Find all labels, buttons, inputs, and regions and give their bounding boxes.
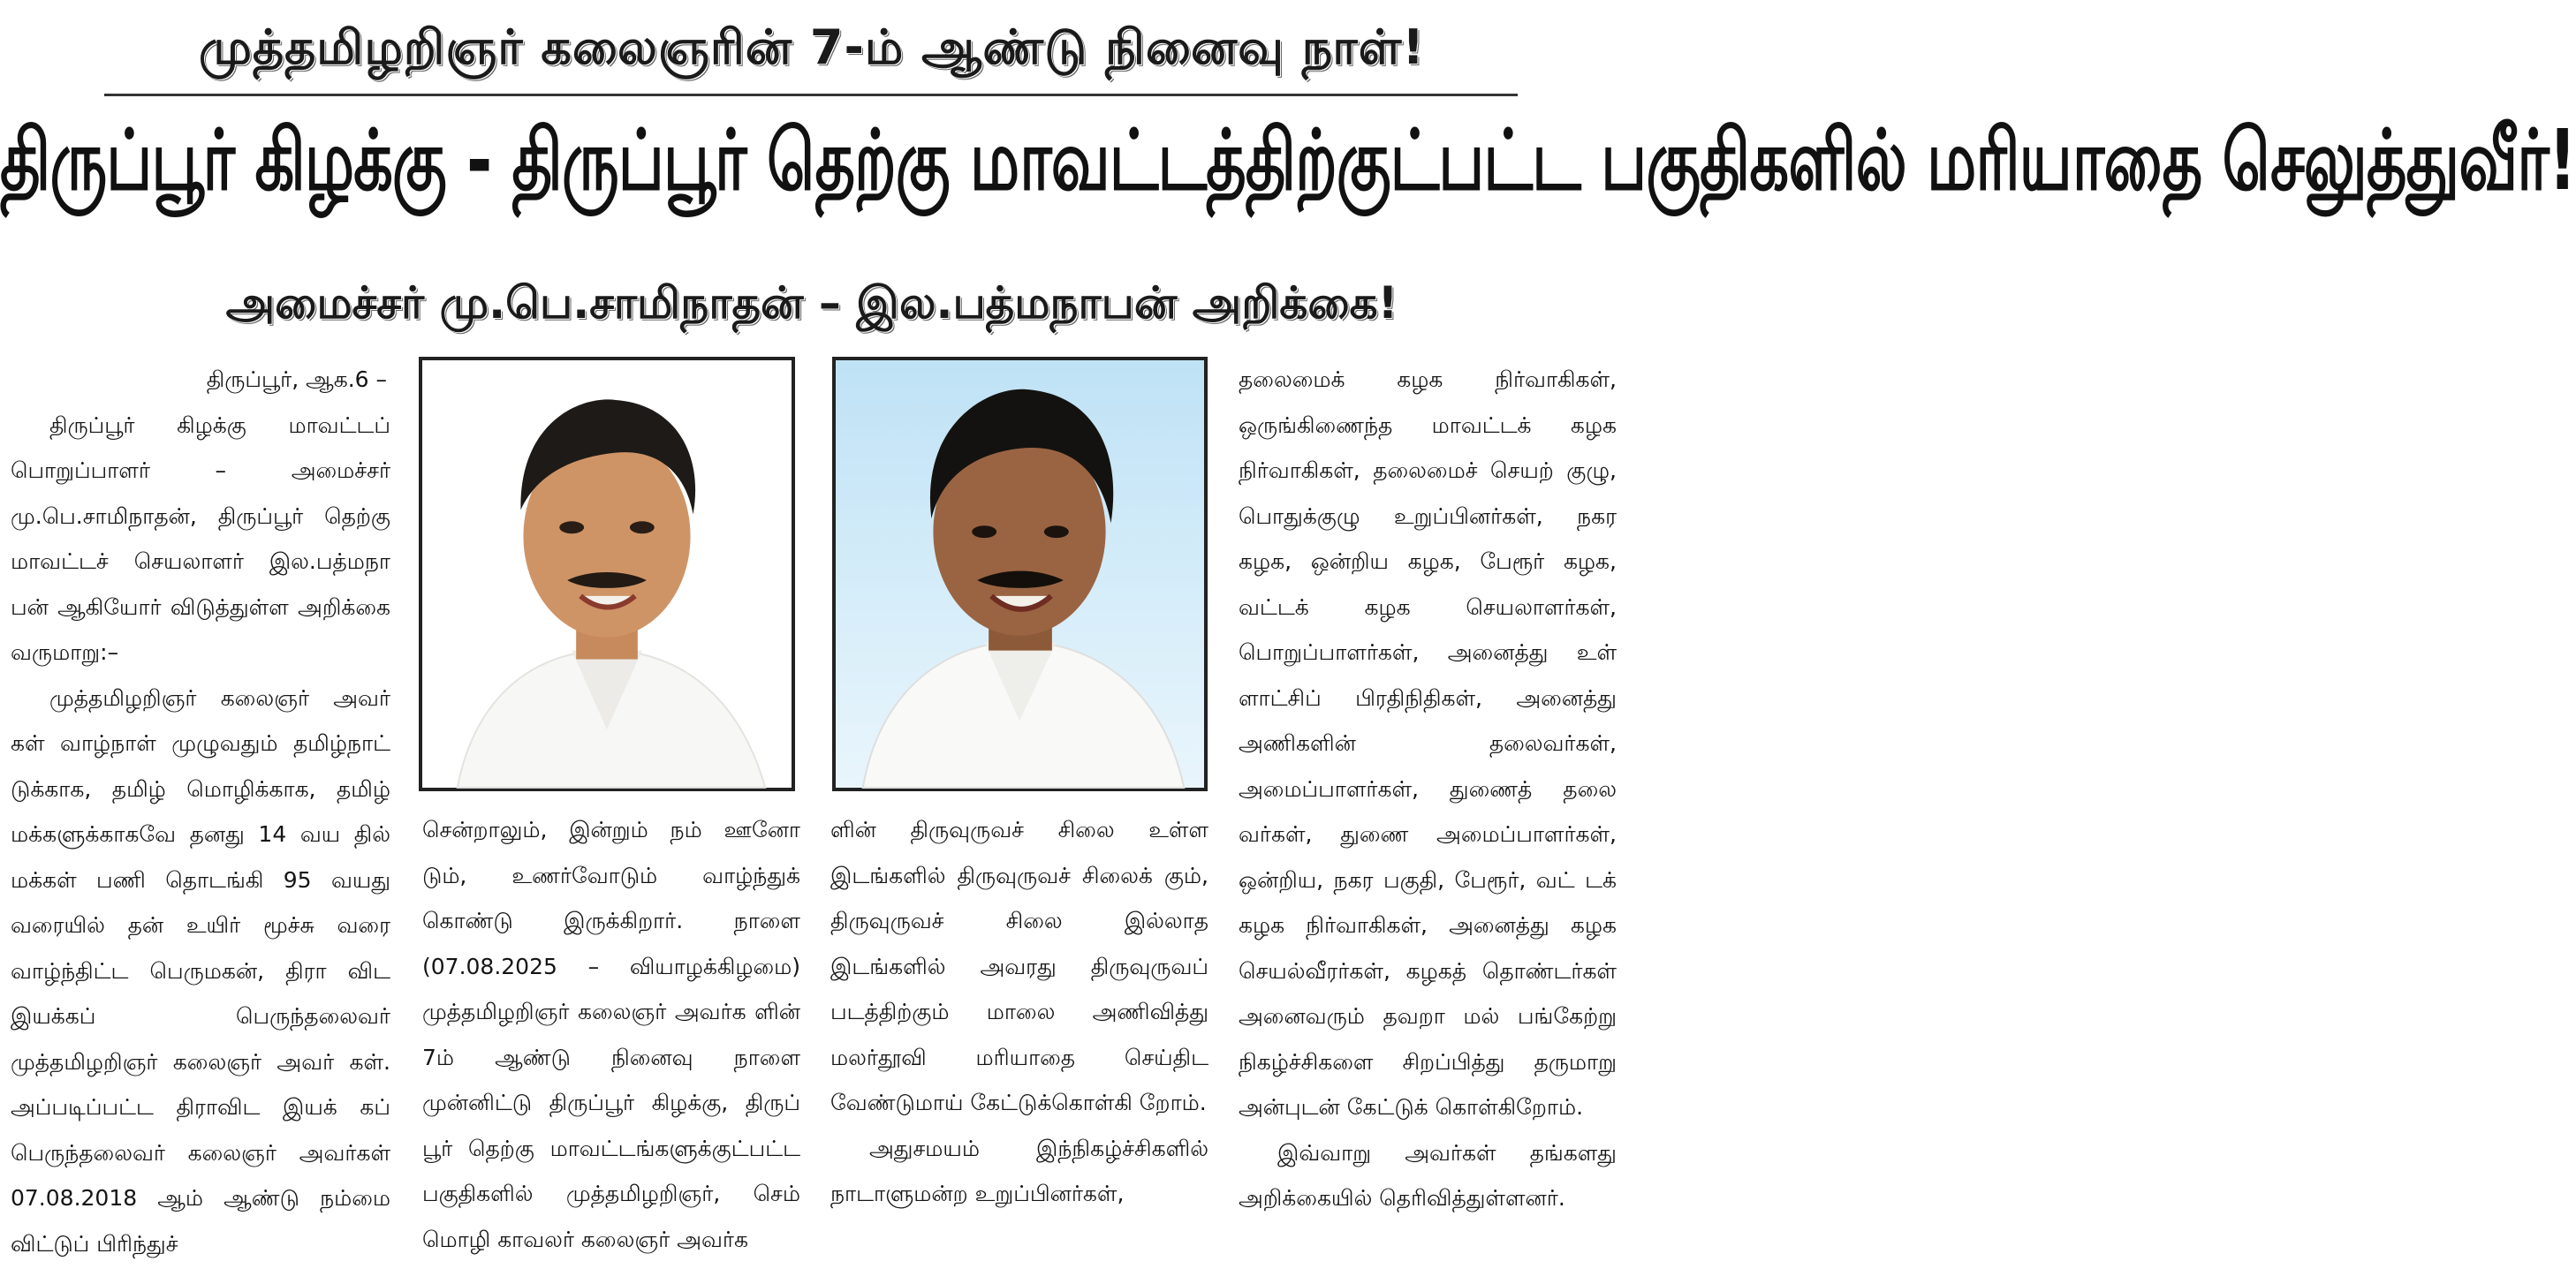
dateline: திருப்பூர், ஆக.6 – <box>206 366 387 392</box>
portrait-2-illustration <box>836 360 1204 788</box>
article-column-4 <box>1239 357 1617 1221</box>
article-kicker: முத்தமிழறிஞர் கலைஞரின் 7-ம் ஆண்டு நினைவு நாள்! <box>198 19 1425 75</box>
paragraph: அதுசமயம் இந்நிகழ்ச்சிகளில் நாடாளுமன்ற உறுப்பினர்கள், <box>830 1135 1208 1206</box>
paragraph: திருப்பூர் கிழக்கு மாவட்டப் பொறுப்பாளர் – அமைச்சர் மு.பெ.சாமிநாதன், திருப்பூர் தெற்கு மாவட்டச் செயலாளர் இல.பத்மநா பன் ஆகியோர் விடுத்துள்ள அறிக்கை வருமாறு:– <box>11 412 390 665</box>
paragraph: ளின் திருவுருவச் சிலை உள்ள இடங்களில் திருவுருவச் சிலைக் கும், திருவுருவச் சிலை இல்லாத இடங்களில் அவரது திருவுருவப் படத்திற்கும் மாலை அணிவித்து மலர்தூவி மரியாதை செய்திட வேண்டுமாய் கேட்டுக்கொள்கி றோம். <box>830 817 1208 1115</box>
article-column-2 <box>422 807 800 1262</box>
article-column-1 <box>11 357 390 1266</box>
paragraph: சென்றாலும், இன்றும் நம் ஊனோ டும், உணர்வோடும் வாழ்ந்துக் கொண்டு இருக்கிறார். நாளை (07.08.2025 – வியாழக்கிழமை) முத்தமிழறிஞர் கலைஞர் அவர்க ளின் 7ம் ஆண்டு நினைவு நாளை முன்னிட்டு திருப்பூர் கிழக்கு, திருப் பூர் தெற்கு மாவட்டங்களுக்குட்பட்ட பகுதிகளில் முத்தமிழறிஞர், செம் மொழி காவலர் கலைஞர் அவர்க <box>422 817 800 1252</box>
article-subhead: அமைச்சர் மு.பெ.சாமிநாதன் – இல.பத்மநாபன் அறிக்கை! <box>225 277 1398 329</box>
kicker-divider <box>104 94 1518 96</box>
article-column-3 <box>830 807 1208 1217</box>
paragraph: இவ்வாறு அவர்கள் தங்களது அறிக்கையில் தெரிவித்துள்ளனர். <box>1239 1139 1617 1211</box>
portrait-photo-2 <box>832 357 1208 791</box>
article-headline: திருப்பூர் கிழக்கு - திருப்பூர் தெற்கு மாவட்டத்திற்குட்பட்ட பகுதிகளில் மரியாதை செலுத்துவீர்! <box>0 111 2576 209</box>
paragraph: தலைமைக் கழக நிர்வாகிகள், ஒருங்கிணைந்த மாவட்டக் கழக நிர்வாகிகள், தலைமைச் செயற் குழு, பொதுக்குழு உறுப்பினர்கள், நகர கழக, ஒன்றிய கழக, பேரூர் கழக, வட்டக் கழக செயலாளர்கள், பொறுப்பாளர்கள், அனைத்து உள் ளாட்சிப் பிரதிநிதிகள், அனைத்து அணிகளின் தலைவர்கள், அமைப்பாளர்கள், துணைத் தலை வர்கள், துணை அமைப்பாளர்கள், ஒன்றிய, நகர பகுதி, பேரூர், வட் டக் கழக நிர்வாகிகள், அனைத்து கழக செயல்வீரர்கள், கழகத் தொண்டர்கள் அனைவரும் தவறா மல் பங்கேற்று நிகழ்ச்சிகளை சிறப்பித்து தருமாறு அன்புடன் கேட்டுக் கொள்கிறோம். <box>1239 366 1617 1120</box>
paragraph: முத்தமிழறிஞர் கலைஞர் அவர் கள் வாழ்நாள் முழுவதும் தமிழ்நாட் டுக்காக, தமிழ் மொழிக்காக, தமிழ் மக்களுக்காகவே தனது 14 வய தில் மக்கள் பணி தொடங்கி 95 வயது வரையில் தன் உயிர் மூச்சு வரை வாழ்ந்திட்ட பெருமகன், திரா விட இயக்கப் பெருந்தலைவர் முத்தமிழறிஞர் கலைஞர் அவர் கள். அப்படிப்பட்ட திராவிட இயக் கப் பெருந்தலைவர் கலைஞர் அவர்கள் 07.08.2018 ஆம் ஆண்டு நம்மை விட்டுப் பிரிந்துச் <box>11 684 390 1257</box>
portrait-1-illustration <box>422 360 792 788</box>
portrait-photo-1 <box>419 357 795 791</box>
